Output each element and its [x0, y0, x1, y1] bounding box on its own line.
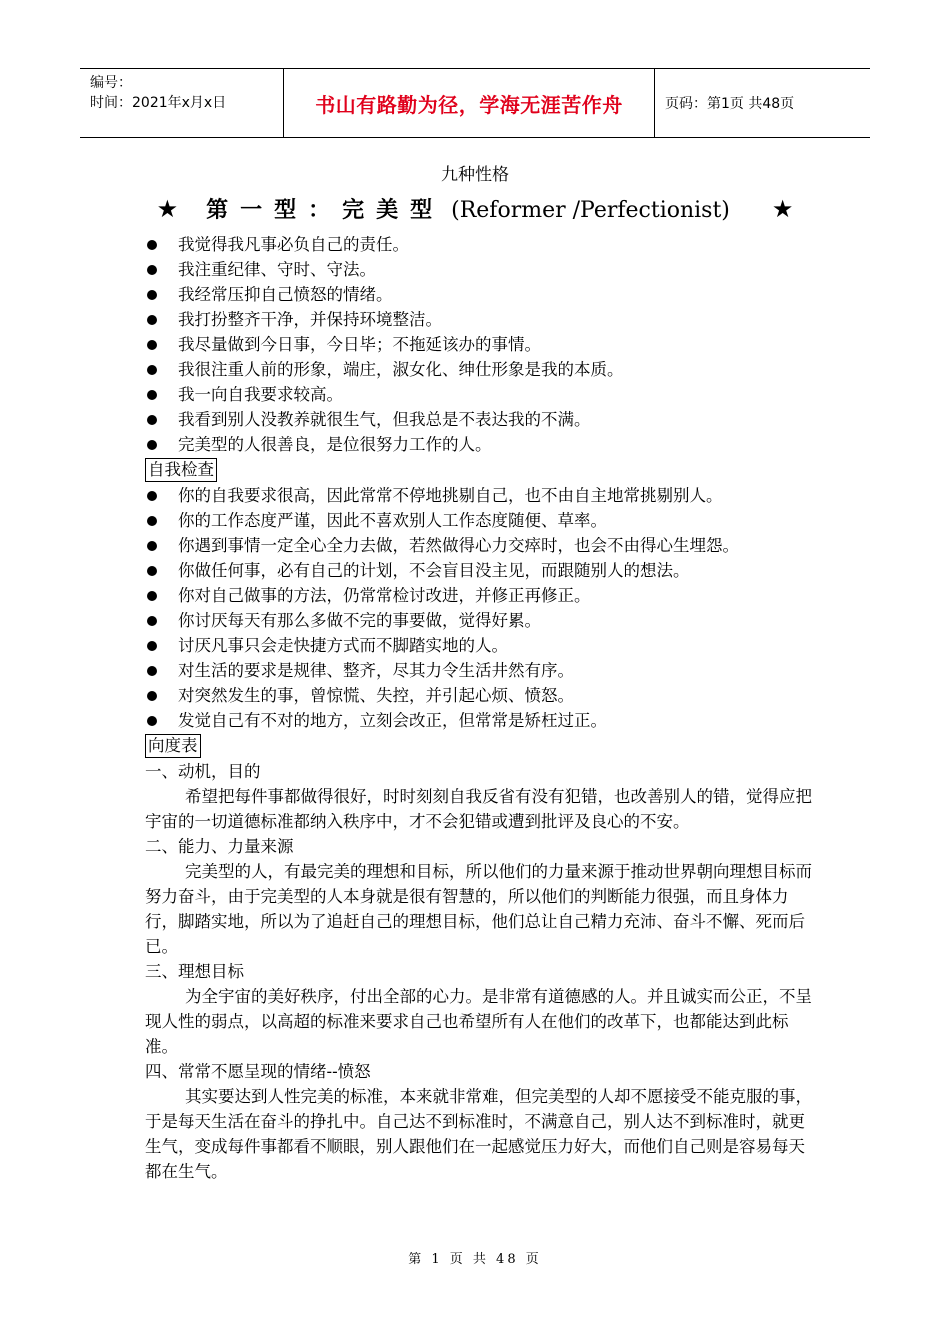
list-item: 我经常压抑自己愤怒的情绪。 [145, 282, 815, 307]
section-heading: 三、理想目标 [145, 962, 244, 981]
date-label: 时间：2021年x月x日 [90, 95, 227, 111]
list-item: 完美型的人很善良，是位很努力工作的人。 [145, 432, 815, 457]
dimension-table-label: 向度表 [145, 734, 201, 758]
list-item: 我打扮整齐干净，并保持环境整洁。 [145, 307, 815, 332]
list-item: 你的自我要求很高，因此常常不停地挑剔自己，也不由自主地常挑剔别人。 [145, 483, 815, 508]
list-item: 我觉得我凡事必负自己的责任。 [145, 232, 815, 257]
header-page-cell [655, 69, 870, 137]
list-item: 讨厌凡事只会走快捷方式而不脚踏实地的人。 [145, 633, 815, 658]
list-item: 你遇到事情一定全心全力去做，若然做得心力交瘁时，也会不由得心生埋怨。 [145, 533, 815, 558]
section-paragraph: 其实要达到人性完美的标准，本来就非常难，但完美型的人却不愿接受不能克服的事，于是每天生活在奋斗的挣扎中。自己达不到标准时，不满意自己，别人达不到标准时，就更生气，变成每件事都看不顺眼，别人跟他们在一起感觉压力好大，而他们自己则是容易每天都在生气。 [145, 1087, 812, 1181]
page-info: 页码：第1页 共48页 [665, 96, 795, 112]
type-heading-english: (Reformer /Perfectionist) [451, 198, 730, 223]
traits-list [145, 232, 815, 457]
section-paragraph: 希望把每件事都做得很好，时时刻刻自我反省有没有犯错，也改善别人的错，觉得应把宇宙的一切道德标准都纳入秩序中，才不会犯错或遭到批评及良心的不安。 [145, 787, 812, 831]
list-item: 你讨厌每天有那么多做不完的事要做，觉得好累。 [145, 608, 815, 633]
section-heading: 一、动机，目的 [145, 762, 261, 781]
type-heading [0, 193, 950, 224]
number-label: 编号： [90, 75, 132, 91]
list-item: 你做任何事，必有自己的计划，不会盲目没主见，而跟随别人的想法。 [145, 558, 815, 583]
list-item: 我尽量做到今日事，今日毕；不拖延该办的事情。 [145, 332, 815, 357]
document-title: 九种性格 [441, 165, 509, 185]
self-check-list [145, 483, 815, 733]
document-body [145, 232, 815, 1184]
list-item: 发觉自己有不对的地方，立刻会改正，但常常是矫枉过正。 [145, 708, 815, 733]
motto-text: 书山有路勤为径，学海无涯苦作舟 [315, 92, 623, 117]
page-footer: 第 1 页 共 48 页 [408, 1252, 542, 1267]
list-item: 对生活的要求是规律、整齐，尽其力令生活井然有序。 [145, 658, 815, 683]
list-item: 我很注重人前的形象，端庄，淑女化、绅仕形象是我的本质。 [145, 357, 815, 382]
section-heading: 二、能力、力量来源 [145, 837, 294, 856]
section-heading: 四、常常不愿呈现的情绪--愤怒 [145, 1062, 371, 1081]
type-heading-chinese: 第一型：完美型 [206, 198, 445, 223]
section-paragraph: 为全宇宙的美好秩序，付出全部的心力。是非常有道德感的人。并且诚实而公正，不呈现人性的弱点，以高超的标准来要求自己也希望所有人在他们的改革下，也都能达到此标准。 [145, 987, 812, 1056]
star-icon-right: ★ [771, 195, 794, 223]
section-paragraph: 完美型的人，有最完美的理想和目标，所以他们的力量来源于推动世界朝向理想目标而努力奋斗，由于完美型的人本身就是很有智慧的，所以他们的判断能力很强，而且身体力行，脚踏实地，所以为了追赶自己的理想目标，他们总让自己精力充沛、奋斗不懈、死而后已。 [145, 862, 812, 956]
list-item: 对突然发生的事，曾惊慌、失控，并引起心烦、愤怒。 [145, 683, 815, 708]
list-item: 我一向自我要求较高。 [145, 382, 815, 407]
header-motto-cell [283, 69, 655, 137]
list-item: 你对自己做事的方法，仍常常检讨改进，并修正再修正。 [145, 583, 815, 608]
list-item: 我注重纪律、守时、守法。 [145, 257, 815, 282]
self-check-label: 自我检查 [145, 458, 217, 482]
list-item: 我看到别人没教养就很生气，但我总是不表达我的不满。 [145, 407, 815, 432]
header-meta-cell [80, 69, 283, 137]
star-icon-left: ★ [156, 195, 179, 223]
header-table [80, 68, 870, 138]
list-item: 你的工作态度严谨，因此不喜欢别人工作态度随便、草率。 [145, 508, 815, 533]
